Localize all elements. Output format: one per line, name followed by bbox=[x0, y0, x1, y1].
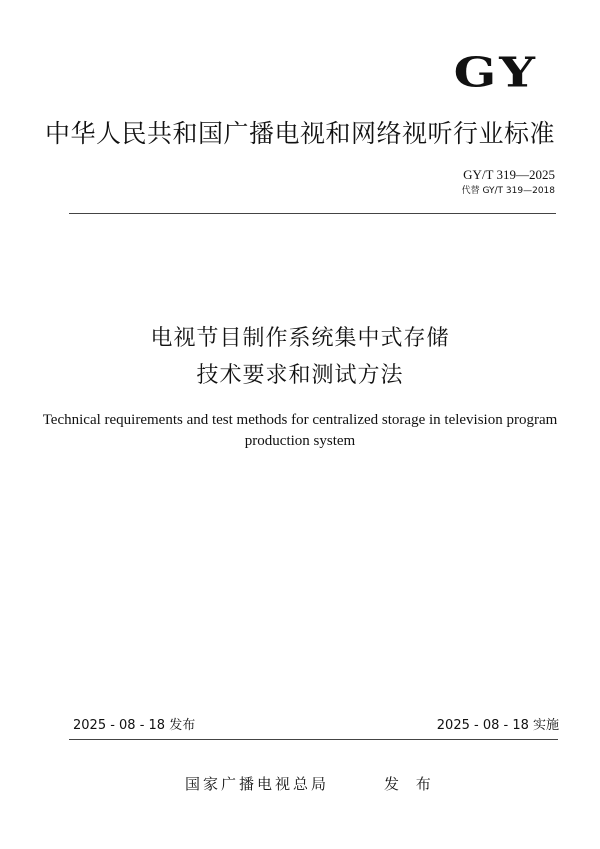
top-divider bbox=[69, 213, 556, 214]
implementation-date: 2025 - 08 - 18 实施 bbox=[436, 718, 559, 733]
document-title-cn-line1: 电视节目制作系统集中式存储 bbox=[150, 326, 450, 351]
document-title-en: Technical requirements and test methods for centralized storage in television program production system bbox=[42, 412, 558, 449]
replaced-standard: 代替 GY/T 319—2018 bbox=[461, 186, 555, 196]
bottom-divider bbox=[69, 739, 558, 740]
standard-number: GY/T 319—2025 bbox=[463, 167, 555, 182]
issuing-authority: 国家广播电视总局 bbox=[185, 775, 330, 793]
standard-category-title: 中华人民共和国广播电视和网络视听行业标准 bbox=[44, 119, 555, 148]
document-title-cn-line2: 技术要求和测试方法 bbox=[196, 363, 404, 388]
release-date: 2025 - 08 - 18 发布 bbox=[73, 718, 196, 733]
issue-label: 发 布 bbox=[384, 775, 437, 793]
gy-logo: GY bbox=[453, 47, 538, 97]
